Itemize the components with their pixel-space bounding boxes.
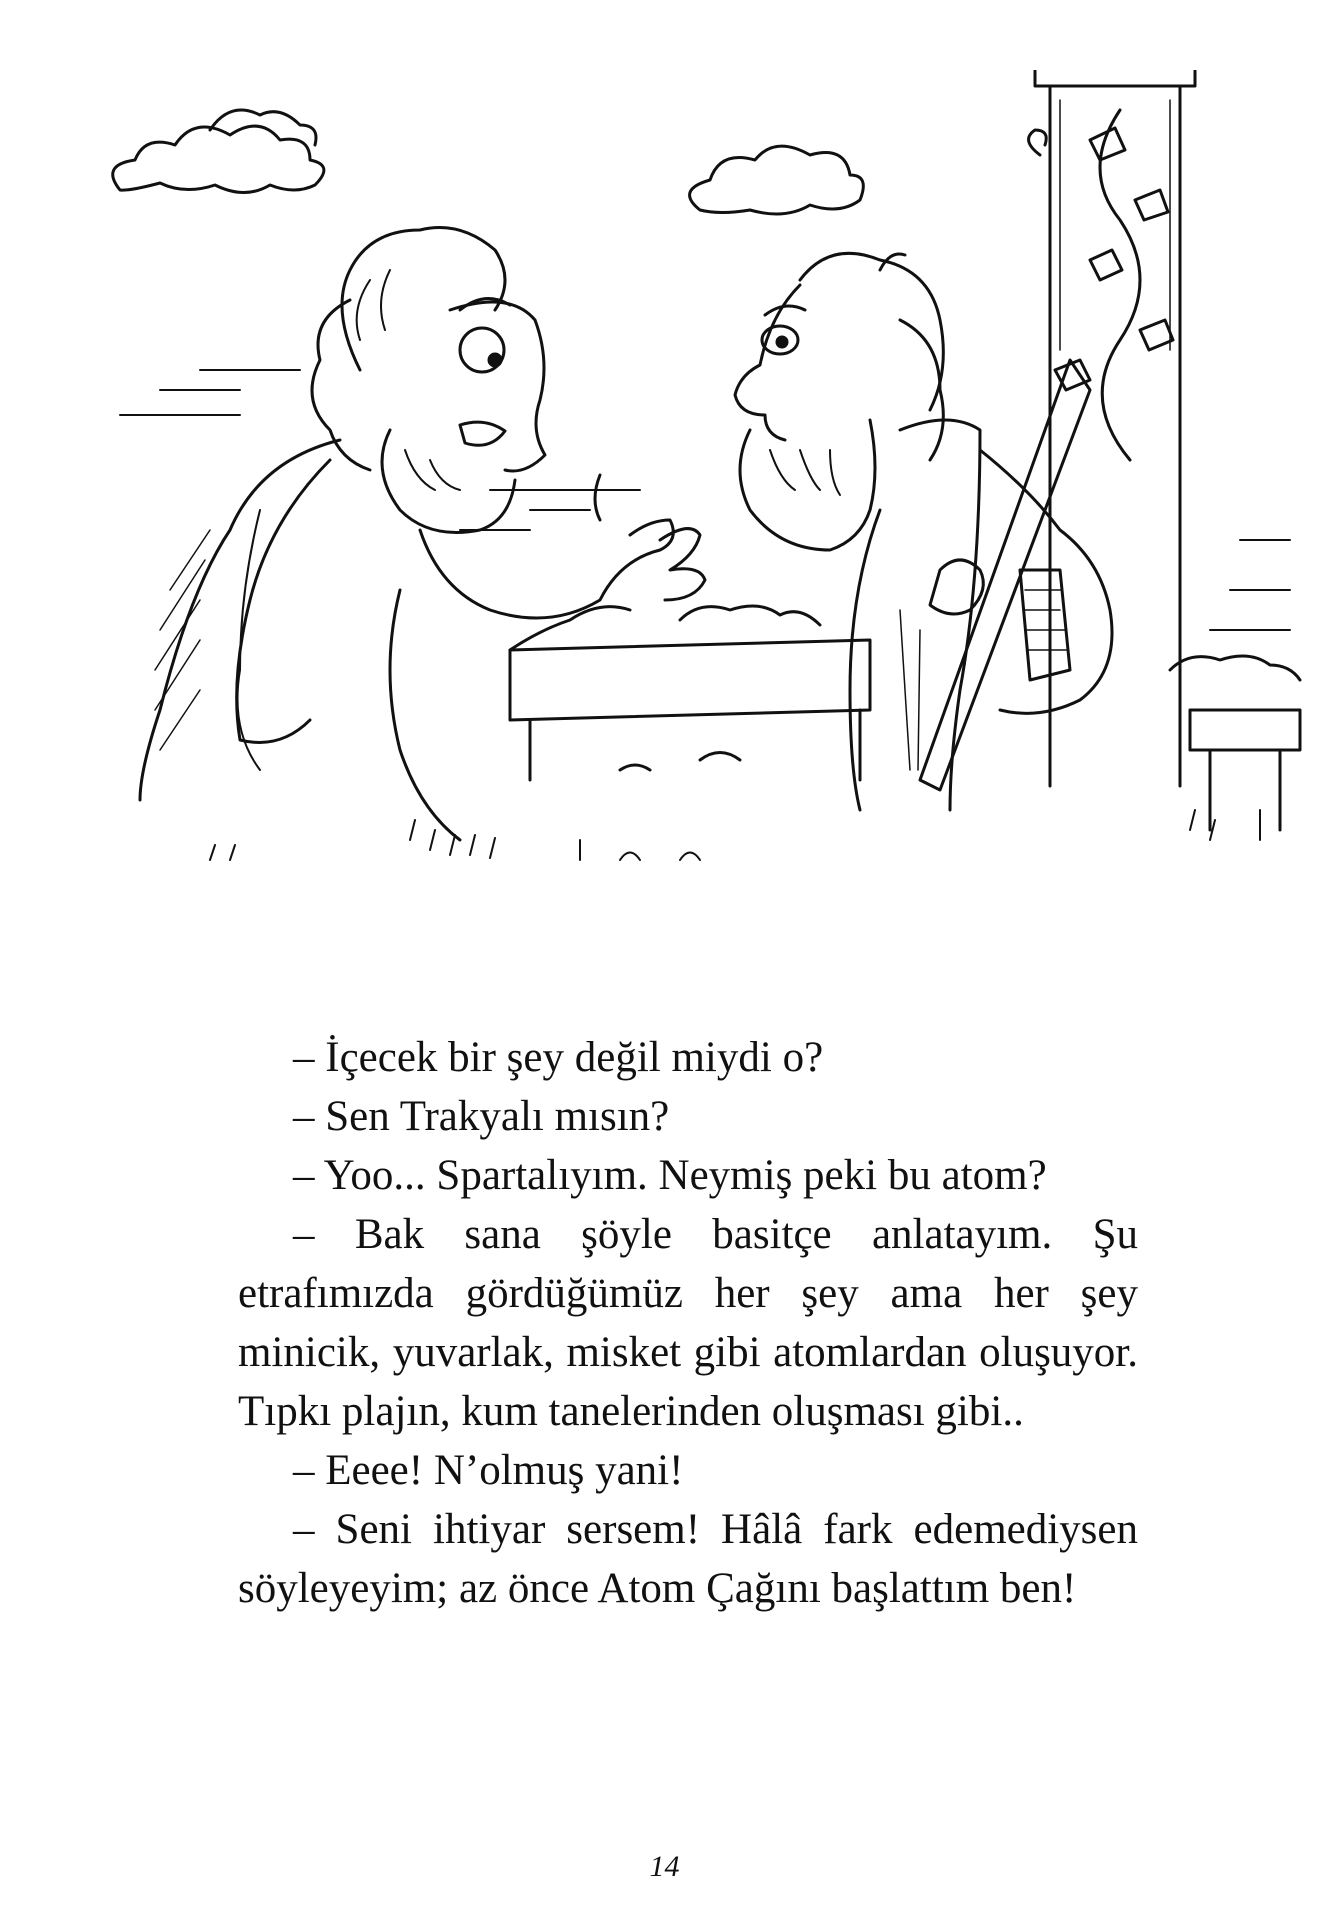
dialogue-line-1: – İçecek bir şey değil miydi o? — [293, 1034, 824, 1081]
illustration-two-philosophers — [60, 70, 1310, 950]
dialogue-line-3: – Yoo... Spartalıyım. Neymiş peki bu atom? — [293, 1152, 1047, 1199]
cloud-right-icon — [690, 146, 864, 214]
dialogue-text — [238, 1028, 1138, 1618]
page-number: 14 — [649, 1850, 680, 1883]
dialogue-line-6: – Seni ihtiyar sersem! Hâlâ fark edemediysen söyleyeyim; az önce Atom Çağını başlattım ben! — [238, 1506, 1138, 1612]
dialogue-line-5: – Eeee! N’olmuş yani! — [293, 1447, 684, 1494]
dialogue-line-4: – Bak sana şöyle basitçe anlatayım. Şu etrafımızda gördüğümüz her şey ama her şey minicik, yuvarlak, misket gibi atomlardan oluşuyor. Tıpkı plajın, kum tanelerinden oluşması gibi.. — [238, 1211, 1138, 1435]
cloud-left-icon — [113, 110, 324, 193]
far-bench-icon — [1170, 656, 1300, 830]
bench-icon — [510, 606, 870, 780]
column-icon — [1029, 70, 1195, 786]
philosopher-left-icon — [140, 228, 705, 841]
dialogue-line-2: – Sen Trakyalı mısın? — [293, 1093, 670, 1140]
ground-strokes-icon — [210, 810, 1260, 860]
philosopher-right-icon — [735, 253, 1112, 810]
